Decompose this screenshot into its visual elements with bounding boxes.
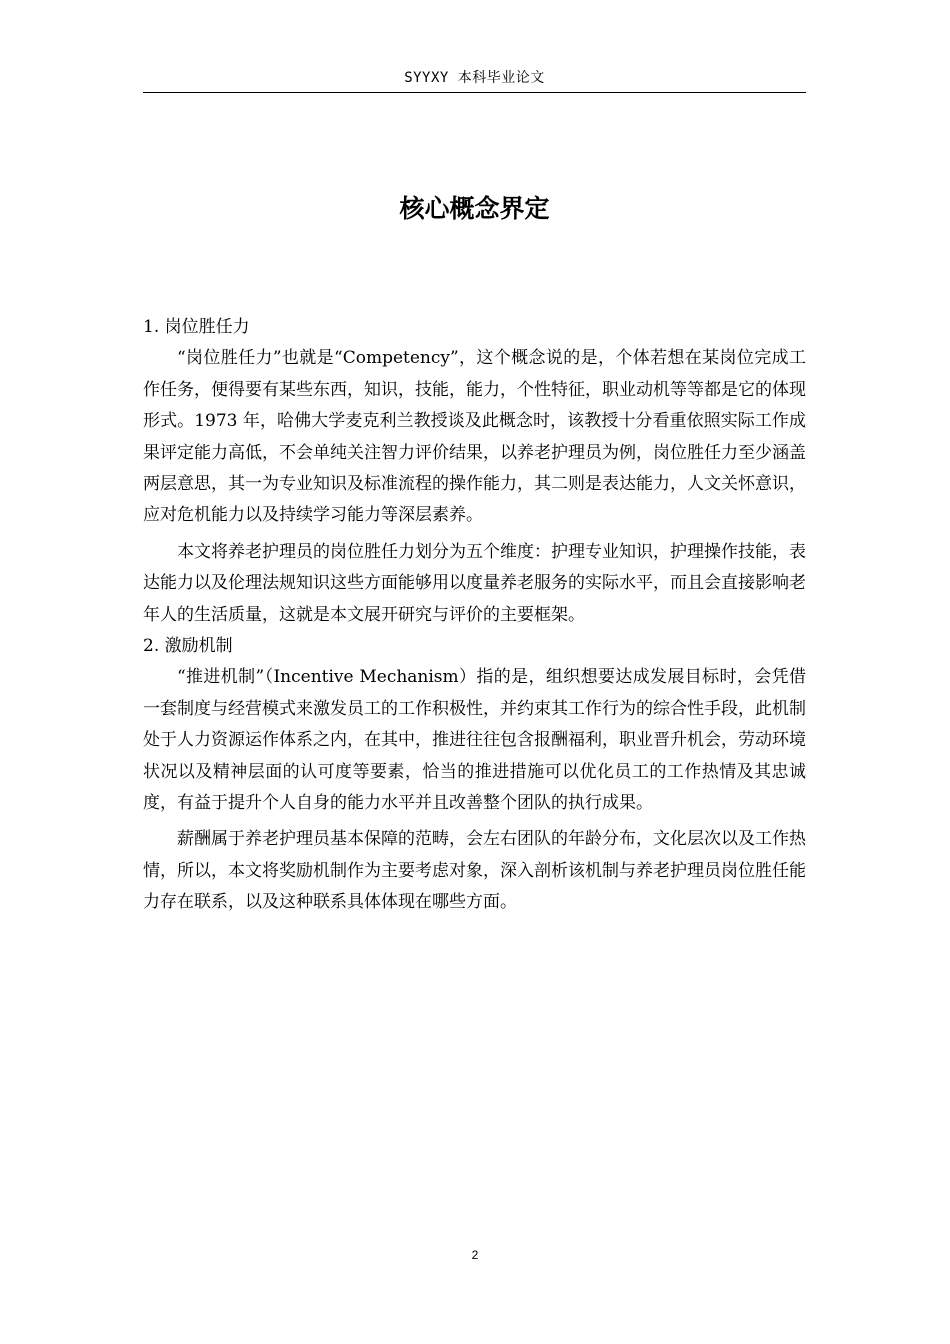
paragraph: 本文将养老护理员的岗位胜任力划分为五个维度：护理专业知识，护理操作技能，表达能力以及伦理法规知识这些方面能够用以度量养老服务的实际水平，而且会直接影响老年人的生活质量，这就是本文展开研究与评价的主要框架。 bbox=[143, 541, 806, 625]
paragraph: “推进机制”（Incentive Mechanism）指的是，组织想要达成发展目标时，会凭借一套制度与经营模式来激发员工的工作积极性，并约束其工作行为的综合性手段，此机制处于人力资源运作体系之内，在其中，推进往往包含报酬福利，职业晋升机会，劳动环境状况以及精神层面的认可度等要素，恰当的推进措施可以优化员工的工作热情及其忠诚度，有益于提升个人自身的能力水平并且改善整个团队的执行成果。 bbox=[143, 667, 806, 814]
page-title: 核心概念界定 bbox=[399, 194, 550, 223]
section-job-competency bbox=[143, 312, 806, 631]
paragraph: 薪酬属于养老护理员基本保障的范畴，会左右团队的年龄分布，文化层次以及工作热情，所以，本文将奖励机制作为主要考虑对象，深入剖析该机制与养老护理员岗位胜任能力存在联系，以及这种联系具体体现在哪些方面。 bbox=[143, 829, 806, 913]
page-number: 2 bbox=[471, 1248, 479, 1262]
section-heading: 2. 激励机制 bbox=[143, 636, 233, 657]
header-text: SYYXY 本科毕业论文 bbox=[404, 70, 545, 86]
section-incentive-mechanism bbox=[143, 631, 806, 919]
paragraph: “岗位胜任力”也就是“Competency”，这个概念说的是，个体若想在某岗位完成工作任务，便得要有某些东西，知识，技能，能力，个性特征，职业动机等等都是它的体现形式。1973 年，哈佛大学麦克利兰教授谈及此概念时，该教授十分看重依照实际工作成果评定能力高低，不会单纯关注智力评价结果，以养老护理员为例，岗位胜任力至少涵盖两层意思，其一为专业知识及标准流程的操作能力，其二则是表达能力，人文关怀意识，应对危机能力以及持续学习能力等深层素养。 bbox=[143, 348, 806, 526]
page-header bbox=[143, 68, 806, 93]
document-body bbox=[143, 312, 806, 919]
section-heading: 1. 岗位胜任力 bbox=[143, 317, 250, 337]
